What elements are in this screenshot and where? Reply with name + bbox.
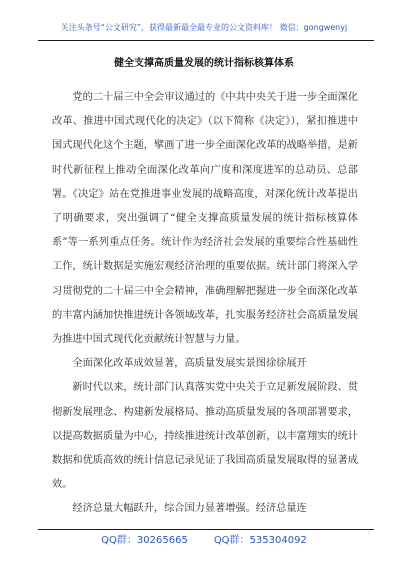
header-divider (38, 40, 374, 41)
paragraph: 经济总量大幅跃升，综合国力显著增强。经济总量连 (72, 503, 307, 515)
paragraph: 新时代以来，统计部门认真落实党中央关于立足新发展阶段、贯彻新发展理念、构建新发展格局、推动高质量发展的各项部署要求，以提高数据质量为中心，持续推进统计改革创新，以丰富翔实的统计数据和优质高效的统计信息记录见证了我国高质量发展取得的显著成效。 (52, 382, 358, 491)
paragraph: 党的二十届三中全会审议通过的《中共中央关于进一步全面深化改革、推进中国式现代化的决定》（以下简称《决定》），紧扣推进中国式现代化这个主题，擘画了进一步全面深化改革的战略举措，是新时代新征程上推动全面深化改革向广度和深度进军的总动员、总部署。《决定》站在党推进事业发展的战略高度，对深化统计改革提出了明确要求，突出强调了“健全支撑高质量发展的统计指标核算体系”等一系列重点任务。统计作为经济社会发展的重要综合性基础性工作，统计数据是实施宏观经济治理的重要依据。统计部门将深入学习贯彻党的二十届三中全会精神，准确理解把握进一步全面深化改革的丰富内涵加快推进统计各领域改革，扎实服务经济社会高质量发展为推进中国式现代化贡献统计智慧与力量。 (52, 92, 358, 346)
footer-qq-group-2: QQ群：535304092 (213, 535, 307, 546)
footer-divider (38, 529, 374, 530)
footer (0, 534, 408, 548)
document-body (52, 86, 358, 522)
header-banner: 关注头条号“公文研究”，获得最新最全最专业的公文资料库！ 微信：gongwenyj (60, 23, 348, 32)
document-title: 健全支撑高质量发展的统计指标核算体系 (114, 58, 294, 69)
footer-qq-group-1: QQ群：30265665 (101, 535, 188, 546)
section-heading: 全面深化改革成效显著，高质量发展实景图徐徐展开 (72, 358, 307, 370)
